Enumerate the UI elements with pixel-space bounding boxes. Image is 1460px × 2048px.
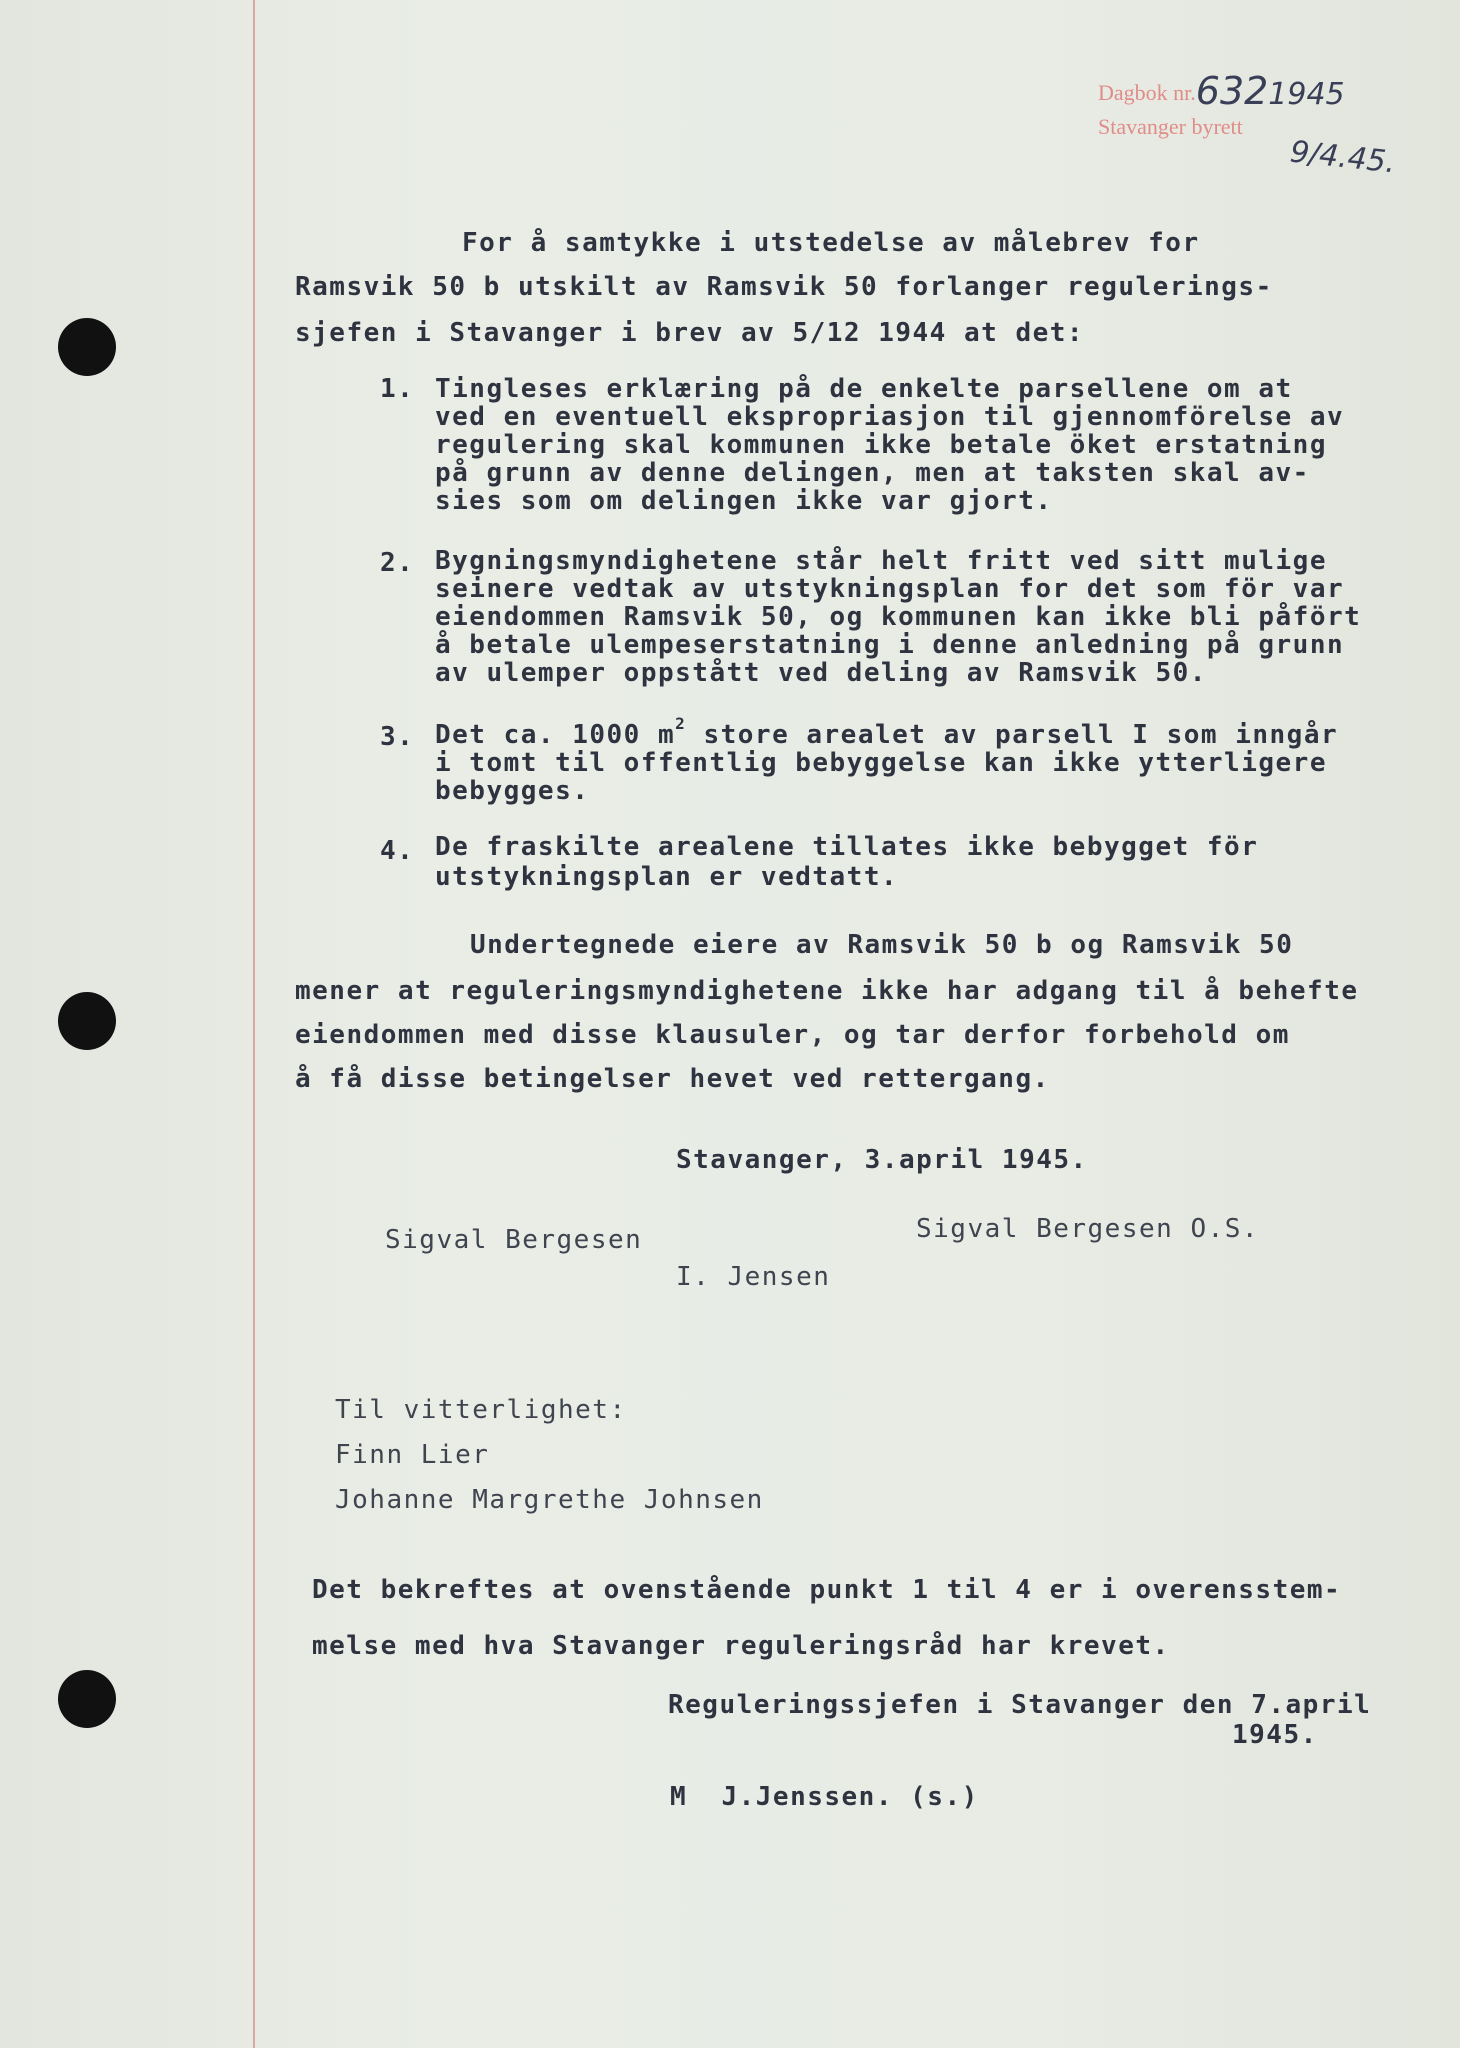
journal-stamp <box>1098 70 1345 144</box>
closing-line: Reguleringssjefen i Stavanger den 7.april <box>668 1690 1372 1720</box>
signature-center: I. Jensen <box>676 1262 831 1292</box>
item-text: store arealet av parsell I som inngår <box>686 720 1339 750</box>
item-line <box>435 714 1339 750</box>
item-number: 2. <box>380 548 415 578</box>
objection-line: mener at reguleringsmyndighetene ikke har adgang til å behefte <box>295 976 1359 1006</box>
punch-hole <box>58 992 116 1050</box>
witness-heading: Til vitterlighet: <box>335 1395 627 1425</box>
item-line: bebygges. <box>435 776 590 806</box>
court-name: Stavanger byrett <box>1098 114 1243 139</box>
margin-line <box>253 0 255 2048</box>
item-line: i tomt til offentlig bebyggelse kan ikke ytterligere <box>435 748 1327 778</box>
intro-line: For å samtykke i utstedelse av målebrev for <box>462 228 1200 258</box>
item-line: Tingleses erklæring på de enkelte parsellene om at <box>435 374 1293 404</box>
journal-year: 1945 <box>1268 77 1345 112</box>
received-date: 9/4.45. <box>1288 134 1398 181</box>
stamp-label: Dagbok nr. <box>1098 80 1196 105</box>
item-line: ved en eventuell ekspropriasjon til gjennomförelse av <box>435 402 1345 432</box>
confirmation-line: Det bekreftes at ovenstående punkt 1 til 4 er i overensstem- <box>312 1575 1342 1605</box>
item-line: utstykningsplan er vedtatt. <box>435 862 899 892</box>
signature-left: Sigval Bergesen <box>385 1225 643 1255</box>
item-line: sies som om delingen ikke var gjort. <box>435 486 1053 516</box>
item-line: av ulemper oppstått ved deling av Ramsvik 50. <box>435 658 1207 688</box>
item-line: på grunn av denne delingen, men at taksten skal av- <box>435 458 1310 488</box>
journal-number: 632 <box>1195 69 1269 113</box>
confirmation-line: melse med hva Stavanger reguleringsråd har krevet. <box>312 1631 1170 1661</box>
item-line: regulering skal kommunen ikke betale öket erstatning <box>435 430 1327 460</box>
closing-signature: M J.Jenssen. (s.) <box>670 1782 979 1812</box>
item-line: å betale ulempeserstatning i denne anledning på grunn <box>435 630 1345 660</box>
witness-name: Finn Lier <box>335 1440 490 1470</box>
item-line: Bygningsmyndighetene står helt fritt ved sitt mulige <box>435 546 1327 576</box>
intro-line: Ramsvik 50 b utskilt av Ramsvik 50 forlanger regulerings- <box>295 272 1273 302</box>
punch-hole <box>58 318 116 376</box>
item-number: 4. <box>380 836 415 866</box>
place-date: Stavanger, 3.april 1945. <box>676 1145 1088 1175</box>
objection-line: eiendommen med disse klausuler, og tar derfor forbehold om <box>295 1020 1290 1050</box>
signature-right: Sigval Bergesen O.S. <box>916 1214 1260 1244</box>
punch-hole <box>58 1670 116 1728</box>
item-line: seinere vedtak av utstykningsplan for det som för var <box>435 574 1345 604</box>
objection-line: å få disse betingelser hevet ved rettergang. <box>295 1064 1050 1094</box>
intro-line: sjefen i Stavanger i brev av 5/12 1944 at det: <box>295 318 1085 348</box>
closing-year: 1945. <box>1232 1720 1318 1750</box>
item-line: De fraskilte arealene tillates ikke bebygget för <box>435 832 1259 862</box>
objection-line: Undertegnede eiere av Ramsvik 50 b og Ramsvik 50 <box>470 930 1294 960</box>
witness-name: Johanne Margrethe Johnsen <box>335 1485 764 1515</box>
item-text: Det ca. 1000 m <box>435 720 676 750</box>
item-number: 3. <box>380 722 415 752</box>
superscript: 2 <box>675 714 687 733</box>
item-line: eiendommen Ramsvik 50, og kommunen kan ikke bli påfört <box>435 602 1362 632</box>
item-number: 1. <box>380 374 415 404</box>
